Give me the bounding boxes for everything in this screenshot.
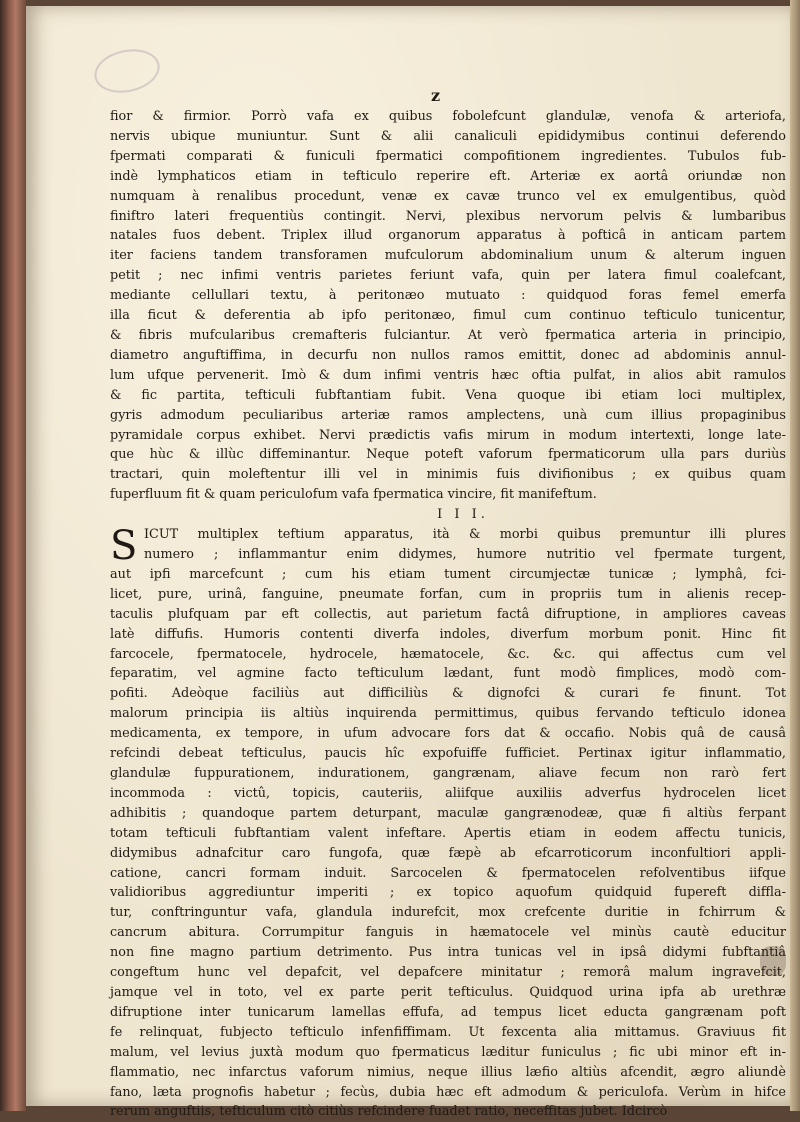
text-line: iter faciens tandem transforamen mufculorum abdominalium unum & alterum inguen (110, 248, 786, 264)
text-line: numero ; inflammantur enim didymes, humore nutritio vel fpermate turgent, (144, 547, 786, 563)
drop-cap: S (110, 523, 138, 570)
text-line: malum, vel levius juxtà modum quo fpermaticus læditur funiculus ; fic ubi minor eft in- (110, 1044, 786, 1060)
text-line: feparatim, vel agmine facto tefticulum lædant, funt modò fimplices, modò com- (110, 666, 786, 682)
text-line: catione, cancri formam induit. Sarcocelen & fpermatocelen refolventibus iifque (110, 865, 786, 881)
text-line: fpermati comparati & funiculi fpermatici compofitionem ingredientes. Tubulos fub- (110, 148, 786, 164)
text-line: tur, conftringuntur vafa, glandula indurefcit, mox crefcente duritie in fchirrum & (110, 905, 786, 921)
text-line: taculis plufquam par eft collectis, aut parietum factâ difruptione, in ampliores caveas (110, 606, 786, 622)
text-line: & fibris mufcularibus cremafteris fulciantur. At verò fpermatica arteria in principio, (110, 327, 786, 343)
text-line: pofiti. Adeòque faciliùs aut difficiliùs & dignofci & curari fe finunt. Tot (110, 686, 786, 702)
text-line: & fic partita, tefticuli fubftantiam fubit. Vena quoque ibi etiam loci multiplex, (110, 387, 786, 403)
signature-mark: z (431, 86, 442, 105)
text-line: incommoda : victû, topicis, cauteriis, aliifque auxiliis adverfus hydrocelen licet (110, 785, 786, 801)
text-line: diametro anguftiffima, in decurfu non nullos ramos emittit, donec ad abdominis annul- (110, 347, 786, 363)
text-line: jamque vel in toto, vel ex parte perit tefticulus. Quidquod urina ipfa ab urethræ (110, 984, 786, 1000)
text-line: refcindi debeat tefticulus, paucis hîc expofuiffe fufficiet. Pertinax igitur inflammatio, (110, 746, 786, 762)
text-line: fano, læta prognofis habetur ; fecùs, dubia hæc eft admodum & periculofa. Verùm in hifce (110, 1084, 786, 1100)
paragraph-1 (110, 107, 786, 505)
page-body (110, 107, 786, 1122)
text-line: petit ; nec infimi ventris parietes feriunt vafa, quin per latera fimul coalefcant, (110, 268, 786, 284)
text-line: natales fuos debent. Triplex illud organorum apparatus à pofticâ in anticam partem (110, 228, 786, 244)
text-line: ICUT multiplex teftium apparatus, ità & morbi quibus premuntur illi plures (144, 527, 786, 543)
book-page (26, 6, 790, 1120)
text-line: validioribus aggrediuntur imperiti ; ex topico aquofum quidquid fupereft diffla- (110, 885, 786, 901)
page-edge (790, 0, 800, 1111)
text-line: adhibitis ; quandoque partem deturpant, maculæ gangrænodeæ, quæ fi altiùs ferpant (110, 805, 786, 821)
text-line: congeftum hunc vel depafcit, vel depafcere minitatur ; remorâ malum ingravefcit, (110, 965, 786, 981)
text-line: aut ipfi marcefcunt ; cum his etiam tument circumjectæ tunicæ ; lymphâ, fci- (110, 566, 786, 582)
text-line: finiftro lateri frequentiùs contingit. Nervi, plexibus nervorum pelvis & lumbaribus (110, 208, 786, 224)
text-line: licet, pure, urinâ, fanguine, pneumate forfan, cum in propriis tum in alienis recep- (110, 586, 786, 602)
text-line: medicamenta, ex tempore, in ufum advocare fors dat & occafio. Nobis quâ de causâ (110, 726, 786, 742)
text-line: nervis ubique muniuntur. Sunt & alii canaliculi epididymibus continui deferendo (110, 128, 786, 144)
text-line: tractari, quin moleftentur illi vel in minimis fuis divifionibus ; ex quibus quam (110, 467, 786, 483)
library-stamp (90, 44, 163, 99)
text-line: indè lymphaticos etiam in tefticulo reperire eft. Arteriæ ex aortâ oriundæ non (110, 168, 786, 184)
text-line: gyris admodum peculiaribus arteriæ ramos amplectens, unà cum illius propaginibus (110, 407, 786, 423)
text-line: difruptione inter tunicarum lamellas effufa, ad tempus licet educta gangrænam poft (110, 1004, 786, 1020)
text-line: farcocele, fpermatocele, hydrocele, hæmatocele, &c. &c. qui affectus cum vel (110, 646, 786, 662)
text-line: numquam à renalibus procedunt, venæ ex cavæ trunco vel ex emulgentibus, quòd (110, 188, 786, 204)
page-smudge (760, 946, 786, 976)
text-line: rerum anguftiis, tefticulum citò citiùs refcindere fuadet ratio, neceffitas jubet. Idcircò (110, 1104, 668, 1120)
text-line: lum ufque pervenerit. Imò & dum infimi ventris hæc oftia pulfat, in alios abit ramulos (110, 367, 786, 383)
text-line: non fine magno partium detrimento. Pus intra tunicas vel in ipsâ didymi fubftantiâ (110, 945, 786, 961)
text-line: flammatio, nec infarctus vaforum nimius, neque illius læfio altiùs afcendit, ægro aliundè (110, 1064, 786, 1080)
book-spine (0, 0, 26, 1111)
text-line: didymibus adnafcitur caro fungofa, quæ fæpè ab efcarroticorum inconfultiori appli- (110, 845, 786, 861)
text-line: malorum principia iis altiùs inquirenda permittimus, quibus fervando tefticulo idonea (110, 706, 786, 722)
paragraph-2 (110, 525, 786, 1122)
text-line: glandulæ fuppurationem, indurationem, gangrænam, aliave fecum non rarò fert (110, 766, 786, 781)
text-line: illa ficut & deferentia ab ipfo peritonæo, fimul cum continuo tefticulo tunicentur, (110, 308, 786, 324)
text-line: cancrum abitura. Corrumpitur fanguis in hæmatocele vel minùs cautè educitur (110, 925, 786, 941)
text-line: pyramidale corpus exhibet. Nervi prædictis vafis mirum in modum intertexti, longe late- (110, 427, 786, 443)
text-line: latè diffufis. Humoris contenti diverfa indoles, diverfum morbum ponit. Hinc fit (110, 626, 786, 642)
text-line: fuperfluum fit & quam periculofum vafa fpermatica vincire, fit manifeftum. (110, 487, 597, 503)
text-line: fior & firmior. Porrò vafa ex quibus fobolefcunt glandulæ, venofa & arteriofa, (110, 109, 786, 124)
text-line: que hùc & illùc diffeminantur. Neque poteft vaforum fpermaticorum ulla pars duriùs (110, 447, 786, 463)
section-heading: I I I. (437, 507, 489, 523)
text-line: fe relinquat, fubjecto tefticulo infenfiffimam. Ut fexcenta alia mittamus. Graviuus fit (110, 1024, 786, 1040)
text-line: totam tefticuli fubftantiam valent infeftare. Apertis etiam in eodem affectu tunicis, (110, 825, 786, 841)
text-line: mediante cellullari textu, à peritonæo mutuato : quidquod foras femel emerfa (110, 288, 786, 304)
